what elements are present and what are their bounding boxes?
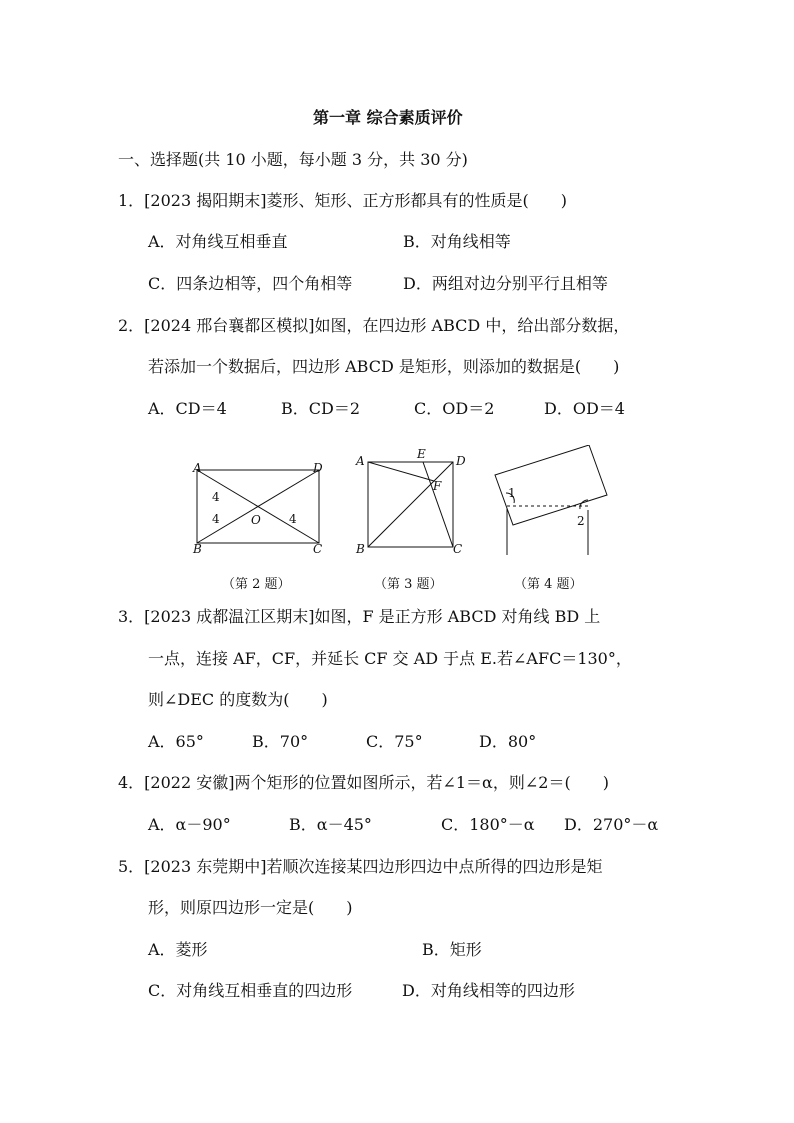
q5-option-a: A．菱形 — [148, 940, 208, 959]
section-heading: 一、选择题(共 10 小题，每小题 3 分，共 30 分) — [118, 150, 468, 169]
q5-option-c: C．对角线互相垂直的四边形 — [148, 981, 353, 1000]
q1-option-a: A．对角线互相垂直 — [148, 232, 288, 251]
label-D: D — [313, 461, 323, 475]
figure-q3 — [352, 448, 482, 558]
q4-option-a: A．α－90° — [148, 815, 231, 834]
q3-option-d: D．80° — [479, 732, 537, 751]
q4-option-b: B．α－45° — [289, 815, 372, 834]
label-F: F — [433, 479, 442, 493]
q2-option-a: A．CD＝4 — [148, 399, 227, 418]
q1-option-d: D．两组对边分别平行且相等 — [403, 274, 608, 293]
q5-stem-line1: 5．[2023 东莞期中]若顺次连接某四边形四边中点所得的四边形是矩 — [118, 857, 603, 876]
q2-option-b: B．CD＝2 — [281, 399, 361, 418]
q2-stem-line2: 若添加一个数据后，四边形 ABCD 是矩形，则添加的数据是( ) — [148, 357, 620, 376]
segment-ce — [423, 462, 453, 547]
q1-option-c: C．四条边相等，四个角相等 — [148, 274, 353, 293]
figure-q4 — [493, 445, 613, 555]
q1-option-b: B．对角线相等 — [403, 232, 511, 251]
label-A: A — [193, 461, 202, 475]
label-A: A — [356, 454, 365, 468]
q3-stem-line2: 一点，连接 AF，CF，并延长 CF 交 AD 于点 E.若∠AFC＝130°， — [148, 649, 632, 668]
q5-option-d: D．对角线相等的四边形 — [402, 981, 575, 1000]
length-label-3: 4 — [289, 512, 297, 526]
figure-q3-caption: （第 3 题） — [374, 577, 443, 592]
length-label-1: 4 — [212, 490, 220, 504]
length-label-2: 4 — [212, 512, 220, 526]
label-C: C — [313, 542, 323, 556]
figure-q2-caption: （第 2 题） — [222, 577, 291, 592]
figure-q2 — [185, 455, 335, 565]
q3-stem-line3: 则∠DEC 的度数为( ) — [148, 690, 328, 709]
rectangle-tilted — [495, 445, 607, 525]
angle-label-1: 1 — [508, 486, 516, 500]
q3-stem-line1: 3．[2023 成都温江区期末]如图，F 是正方形 ABCD 对角线 BD 上 — [118, 607, 601, 626]
q3-option-a: A．65° — [148, 732, 204, 751]
label-B: B — [356, 542, 365, 556]
q4-option-c: C．180°－α — [441, 815, 535, 834]
label-B: B — [193, 542, 202, 556]
q4-stem: 4．[2022 安徽]两个矩形的位置如图所示，若∠1＝α，则∠2＝( ) — [118, 773, 609, 792]
q5-stem-line2: 形，则原四边形一定是( ) — [148, 898, 353, 917]
q2-option-c: C．OD＝2 — [414, 399, 495, 418]
q3-option-c: C．75° — [366, 732, 423, 751]
label-O: O — [251, 513, 261, 527]
page-title: 第一章 综合素质评价 — [313, 108, 463, 127]
label-D: D — [456, 454, 466, 468]
q3-option-b: B．70° — [252, 732, 309, 751]
q5-option-b: B．矩形 — [422, 940, 482, 959]
q2-stem-line1: 2．[2024 邢台襄都区模拟]如图，在四边形 ABCD 中，给出部分数据， — [118, 316, 630, 335]
label-C: C — [453, 542, 463, 556]
q1-stem: 1．[2023 揭阳期末]菱形、矩形、正方形都具有的性质是( ) — [118, 191, 567, 210]
q4-option-d: D．270°－α — [564, 815, 659, 834]
label-E: E — [417, 448, 426, 461]
figure-q4-caption: （第 4 题） — [514, 577, 583, 592]
q2-option-d: D．OD＝4 — [544, 399, 625, 418]
angle-label-2: 2 — [577, 514, 585, 528]
